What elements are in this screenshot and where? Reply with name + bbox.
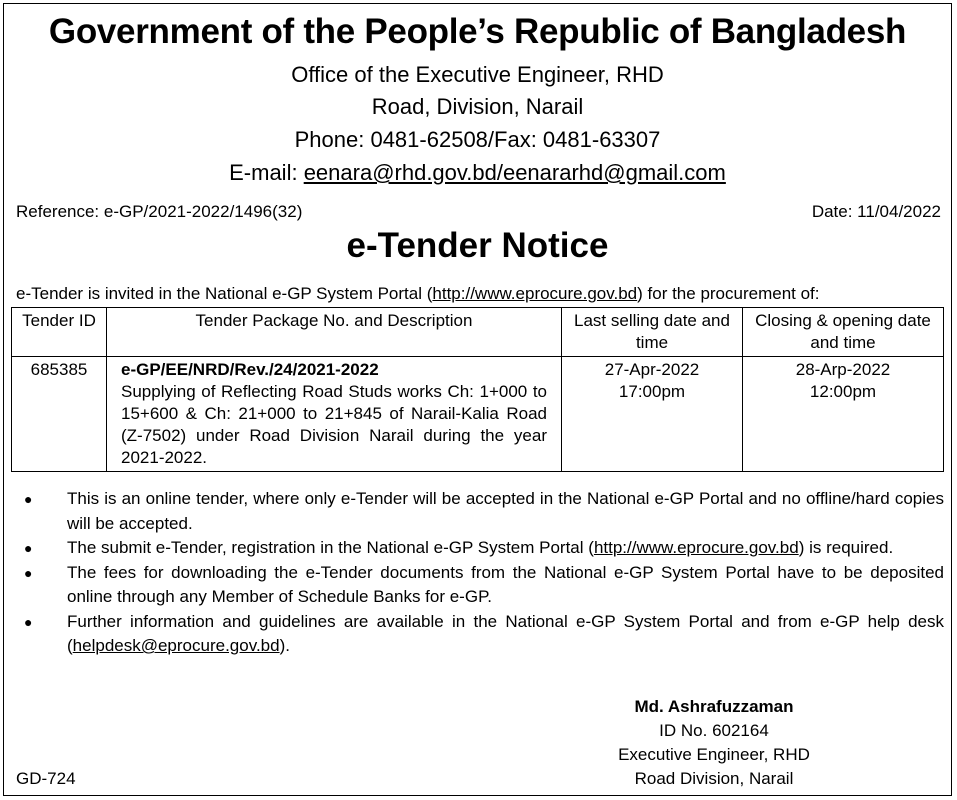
list-item — [14, 610, 944, 659]
office-line: Office of the Executive Engineer, RHD — [291, 62, 664, 87]
header-closing: Closing & opening date and time — [743, 308, 944, 357]
notice-title: e-Tender Notice — [346, 226, 609, 265]
email-link[interactable]: eenara@rhd.gov.bd/eenararhd@gmail.com — [303, 160, 726, 185]
government-heading: Government of the People’s Republic of Bangladesh — [48, 12, 907, 51]
tender-id-cell: 685385 — [12, 357, 107, 472]
bullet-icon: ● — [24, 491, 33, 507]
list-item — [14, 536, 944, 561]
last-selling-date: 27-Apr-2022 — [604, 360, 700, 379]
signatory-designation: Executive Engineer, RHD — [618, 745, 810, 764]
bullet-text-2a: The submit e-Tender, registration in the National e-GP System Portal ( — [67, 538, 594, 557]
helpdesk-link[interactable]: helpdesk@eprocure.gov.bd — [72, 636, 280, 655]
portal-link-2[interactable]: http://www.eprocure.gov.bd — [593, 538, 799, 557]
intro-text — [16, 284, 820, 304]
bullet-text-2b: ) is required. — [798, 538, 894, 557]
header-tender-id: Tender ID — [12, 308, 107, 357]
header-package: Tender Package No. and Description — [107, 308, 562, 357]
closing-date: 28-Arp-2022 — [795, 360, 891, 379]
phone-fax-line: Phone: 0481-62508/Fax: 0481-63307 — [294, 127, 661, 152]
bullet-icon: ● — [24, 540, 33, 556]
signatory-id: ID No. 602164 — [659, 721, 769, 740]
table-header-row — [12, 308, 944, 357]
list-item — [14, 561, 944, 610]
email-line — [4, 160, 951, 186]
bullet-text-3: The fees for downloading the e-Tender documents from the National e-GP System Portal have to be deposited online through any Member of Schedule Banks for e-GP. — [67, 562, 944, 606]
bullet-icon: ● — [24, 613, 33, 630]
package-number: e-GP/EE/NRD/Rev./24/2021-2022 — [121, 360, 379, 379]
package-cell — [107, 357, 562, 472]
tender-table — [11, 307, 944, 472]
instructions-list — [14, 487, 944, 659]
division-line: Road, Division, Narail — [371, 94, 584, 119]
notice-date: Date: 11/04/2022 — [811, 202, 941, 221]
bullet-text-1: This is an online tender, where only e-Tender will be accepted in the National e-GP Portal and no offline/hard copies will be accepted. — [67, 489, 944, 533]
bullet-text-4a: Further information and guidelines are available in the National e-GP System Portal and from e-GP help desk ( — [67, 611, 944, 655]
list-item — [14, 487, 944, 536]
reference-number: Reference: e-GP/2021-2022/1496(32) — [16, 202, 303, 221]
signatory-name: Md. Ashrafuzzaman — [634, 697, 794, 716]
closing-cell — [743, 357, 944, 472]
signatory-office: Road Division, Narail — [634, 769, 794, 788]
intro-after: ) for the procurement of: — [637, 284, 820, 303]
intro-before: e-Tender is invited in the National e-GP System Portal ( — [16, 284, 433, 303]
closing-time: 12:00pm — [809, 382, 877, 401]
last-selling-time: 17:00pm — [618, 382, 686, 401]
email-label: E-mail: — [229, 160, 304, 185]
notice-page — [3, 3, 952, 796]
portal-link[interactable]: http://www.eprocure.gov.bd — [432, 284, 638, 303]
last-selling-cell — [562, 357, 743, 472]
package-description: Supplying of Reflecting Road Studs works Ch: 1+000 to 15+600 & Ch: 21+000 to 21+845 of Narail-Kalia Road (Z-7502) under Road Division Narail during the year 2021-2022. — [121, 382, 547, 467]
table-row — [12, 357, 944, 472]
bullet-icon: ● — [24, 564, 33, 581]
bullet-text-4b: ). — [279, 636, 290, 655]
gd-number: GD-724 — [16, 769, 76, 788]
header-last-selling: Last selling date and time — [562, 308, 743, 357]
